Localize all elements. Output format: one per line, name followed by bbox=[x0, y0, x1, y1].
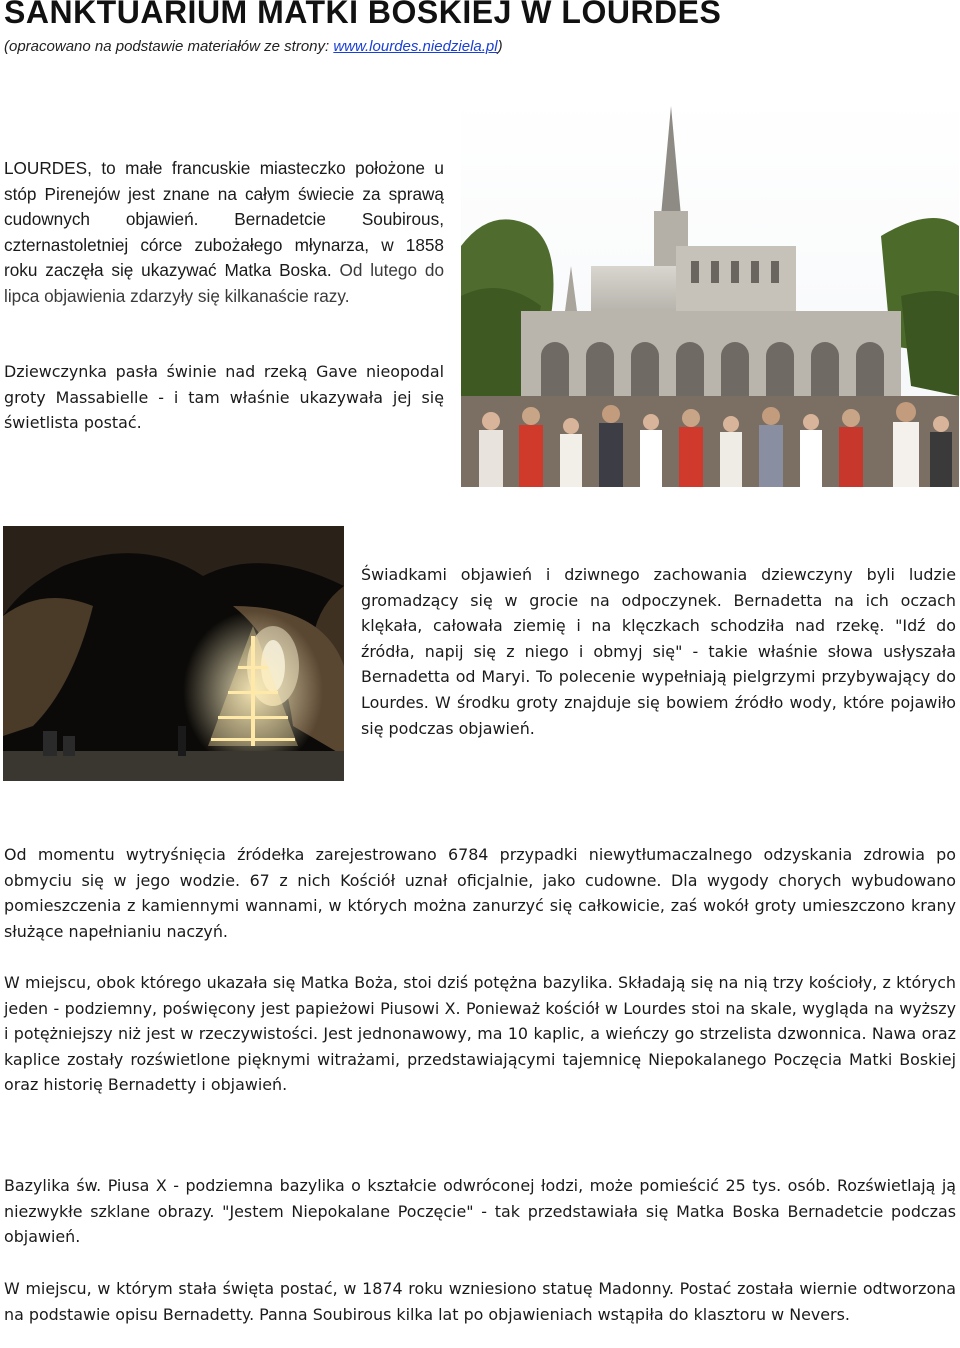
paragraph-witnesses: Świadkami objawień i dziwnego zachowania dziewczyny byli ludzie gromadzący się w grocie na odpoczynek. Bernadetta na ich oczach klękała, całowała ziemię i na klęczkach schodziła nad rzekę. "Idź do źródła, napij się z niego i obmyj się" - takie właśnie słowa usłyszała Bernadetta od Maryi. To polecenie wypełniają pielgrzymi przybywający do Lourdes. W środku groty znajduje się bowiem źródło wody, które pojawiło się podczas objawień. bbox=[361, 565, 956, 738]
paragraph-basilica: W miejscu, obok którego ukazała się Matka Boża, stoi dziś potężna bazylika. Składają się na nią trzy kościoły, z których jeden - podziemny, poświęcony jest papieżowi Piusowi X. Ponieważ kościół w Lourdes stoi na skale, wygląda na wyższy i potężniejszy niż jest w rzeczywistości. Jest jednonawowy, ma 10 kaplic, a wieńczy go strzelista dzwonnica. Nawa oraz kaplice zostały rozświetlone pięknymi witrażami, przedstawiającymi tajemnicę Niepokalanego Poczęcia Matki Boskiej oraz historię Bernadetty i objawień. bbox=[4, 973, 956, 1095]
grotto-photo bbox=[3, 526, 344, 781]
paragraph-intro-text: LOURDES, to małe francuskie miasteczko położone u stóp Pirenejów jest znane na całym świecie za sprawą cudownych objawień. Bernadetcie Soubirous, czternastoletniej córce zubożałego młynarza, w 1858 roku zaczęła się ukazywać Matka Boska. bbox=[4, 158, 444, 281]
source-link[interactable]: www.lourdes.niedziela.pl bbox=[333, 38, 498, 55]
source-suffix: ) bbox=[497, 38, 503, 55]
basilica-photo bbox=[461, 96, 959, 487]
paragraph-intro-continuation: Od lutego do lipca objawienia zdarzyły się kilkanaście razy. bbox=[4, 260, 444, 306]
source-prefix: (opracowano na podstawie materiałów ze strony: bbox=[4, 38, 334, 55]
paragraph-pius-basilica: Bazylika św. Piusa X - podziemna bazylika o kształcie odwróconej łodzi, może pomieścić 25 tys. osób. Rozświetlają ją niezwykłe szklane obrazy. "Jestem Niepokalane Poczęcie" - tak przedstawiała się Matka Boska Bernadetcie podczas objawień. bbox=[4, 1176, 956, 1247]
paragraph-intro bbox=[4, 156, 444, 310]
paragraph-statue: W miejscu, w którym stała święta postać, w 1874 roku wzniesiono statuę Madonny. Postać została wiernie odtworzona na podstawie opisu Bernadetty. Panna Soubirous kilka lat po objawieniach wstąpiła do klasztoru w Nevers. bbox=[4, 1279, 956, 1324]
paragraph-healings: Od momentu wytryśnięcia źródełka zarejestrowano 6784 przypadki niewytłumaczalnego odzyskania zdrowia po obmyciu się w jego wodzie. 67 z nich Kościół uznał oficjalnie, jako cudowne. Dla wygody chorych wybudowano pomieszczenia z kamiennymi wannami, w których można zanurzyć się całkowicie, zaś wokół groty umieszczono krany służące napełnianiu naczyń. bbox=[4, 845, 956, 941]
page-title: SANKTUARIUM MATKI BOSKIEJ W LOURDES bbox=[4, 0, 722, 30]
source-note bbox=[4, 38, 503, 55]
paragraph-shepherdess: Dziewczynka pasła świnie nad rzeką Gave nieopodal groty Massabielle - i tam właśnie ukazywała jej się świetlista postać. bbox=[4, 362, 444, 433]
